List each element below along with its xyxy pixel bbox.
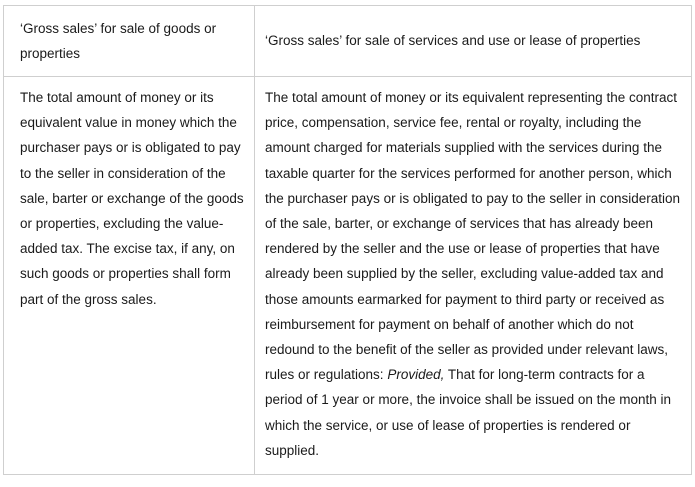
proviso-label: Provided, [387,367,445,383]
proviso-text: That for long-term contracts for a period of 1 year or more, the invoice shall be issued on the month in which the service, or use of lease of properties is rendered or supplied. [265,367,671,458]
body-cell-goods [4,77,255,475]
header-cell-services [255,6,692,77]
table-header-row [4,6,692,77]
body-cell-services [255,77,692,475]
body-services-content [255,77,691,463]
header-goods-text: ‘Gross sales’ for sale of goods or properties [20,20,217,61]
header-cell-goods [4,6,255,77]
table-body-row [4,77,692,475]
body-services-main-text: The total amount of money or its equivalent representing the contract price, compensation, service fee, rental or royalty, including the amount charged for materials supplied with the services during the taxable quarter for the services performed for another person, which the purchaser pays or is obligated to pay to the seller in consideration of the sale, barter, or exchange of services that has already been rendered by the seller and the use or lease of properties that have already been supplied by the seller, excluding value-added tax and those amounts earmarked for payment to third party or received as reimbursement for payment on behalf of another which do not redound to the benefit of the seller as provided under relevant laws, rules or regulations: [265,90,680,383]
gross-sales-table [3,5,692,475]
body-goods-text: The total amount of money or its equivalent value in money which the purchaser pays or is obligated to pay to the seller in consideration of the sale, barter or exchange of the goods or properties, excluding the value-added tax. The excise tax, if any, on such goods or properties shall form part of the gross sales. [20,90,244,307]
header-services-text: ‘Gross sales’ for sale of services and use or lease of properties [265,33,641,49]
